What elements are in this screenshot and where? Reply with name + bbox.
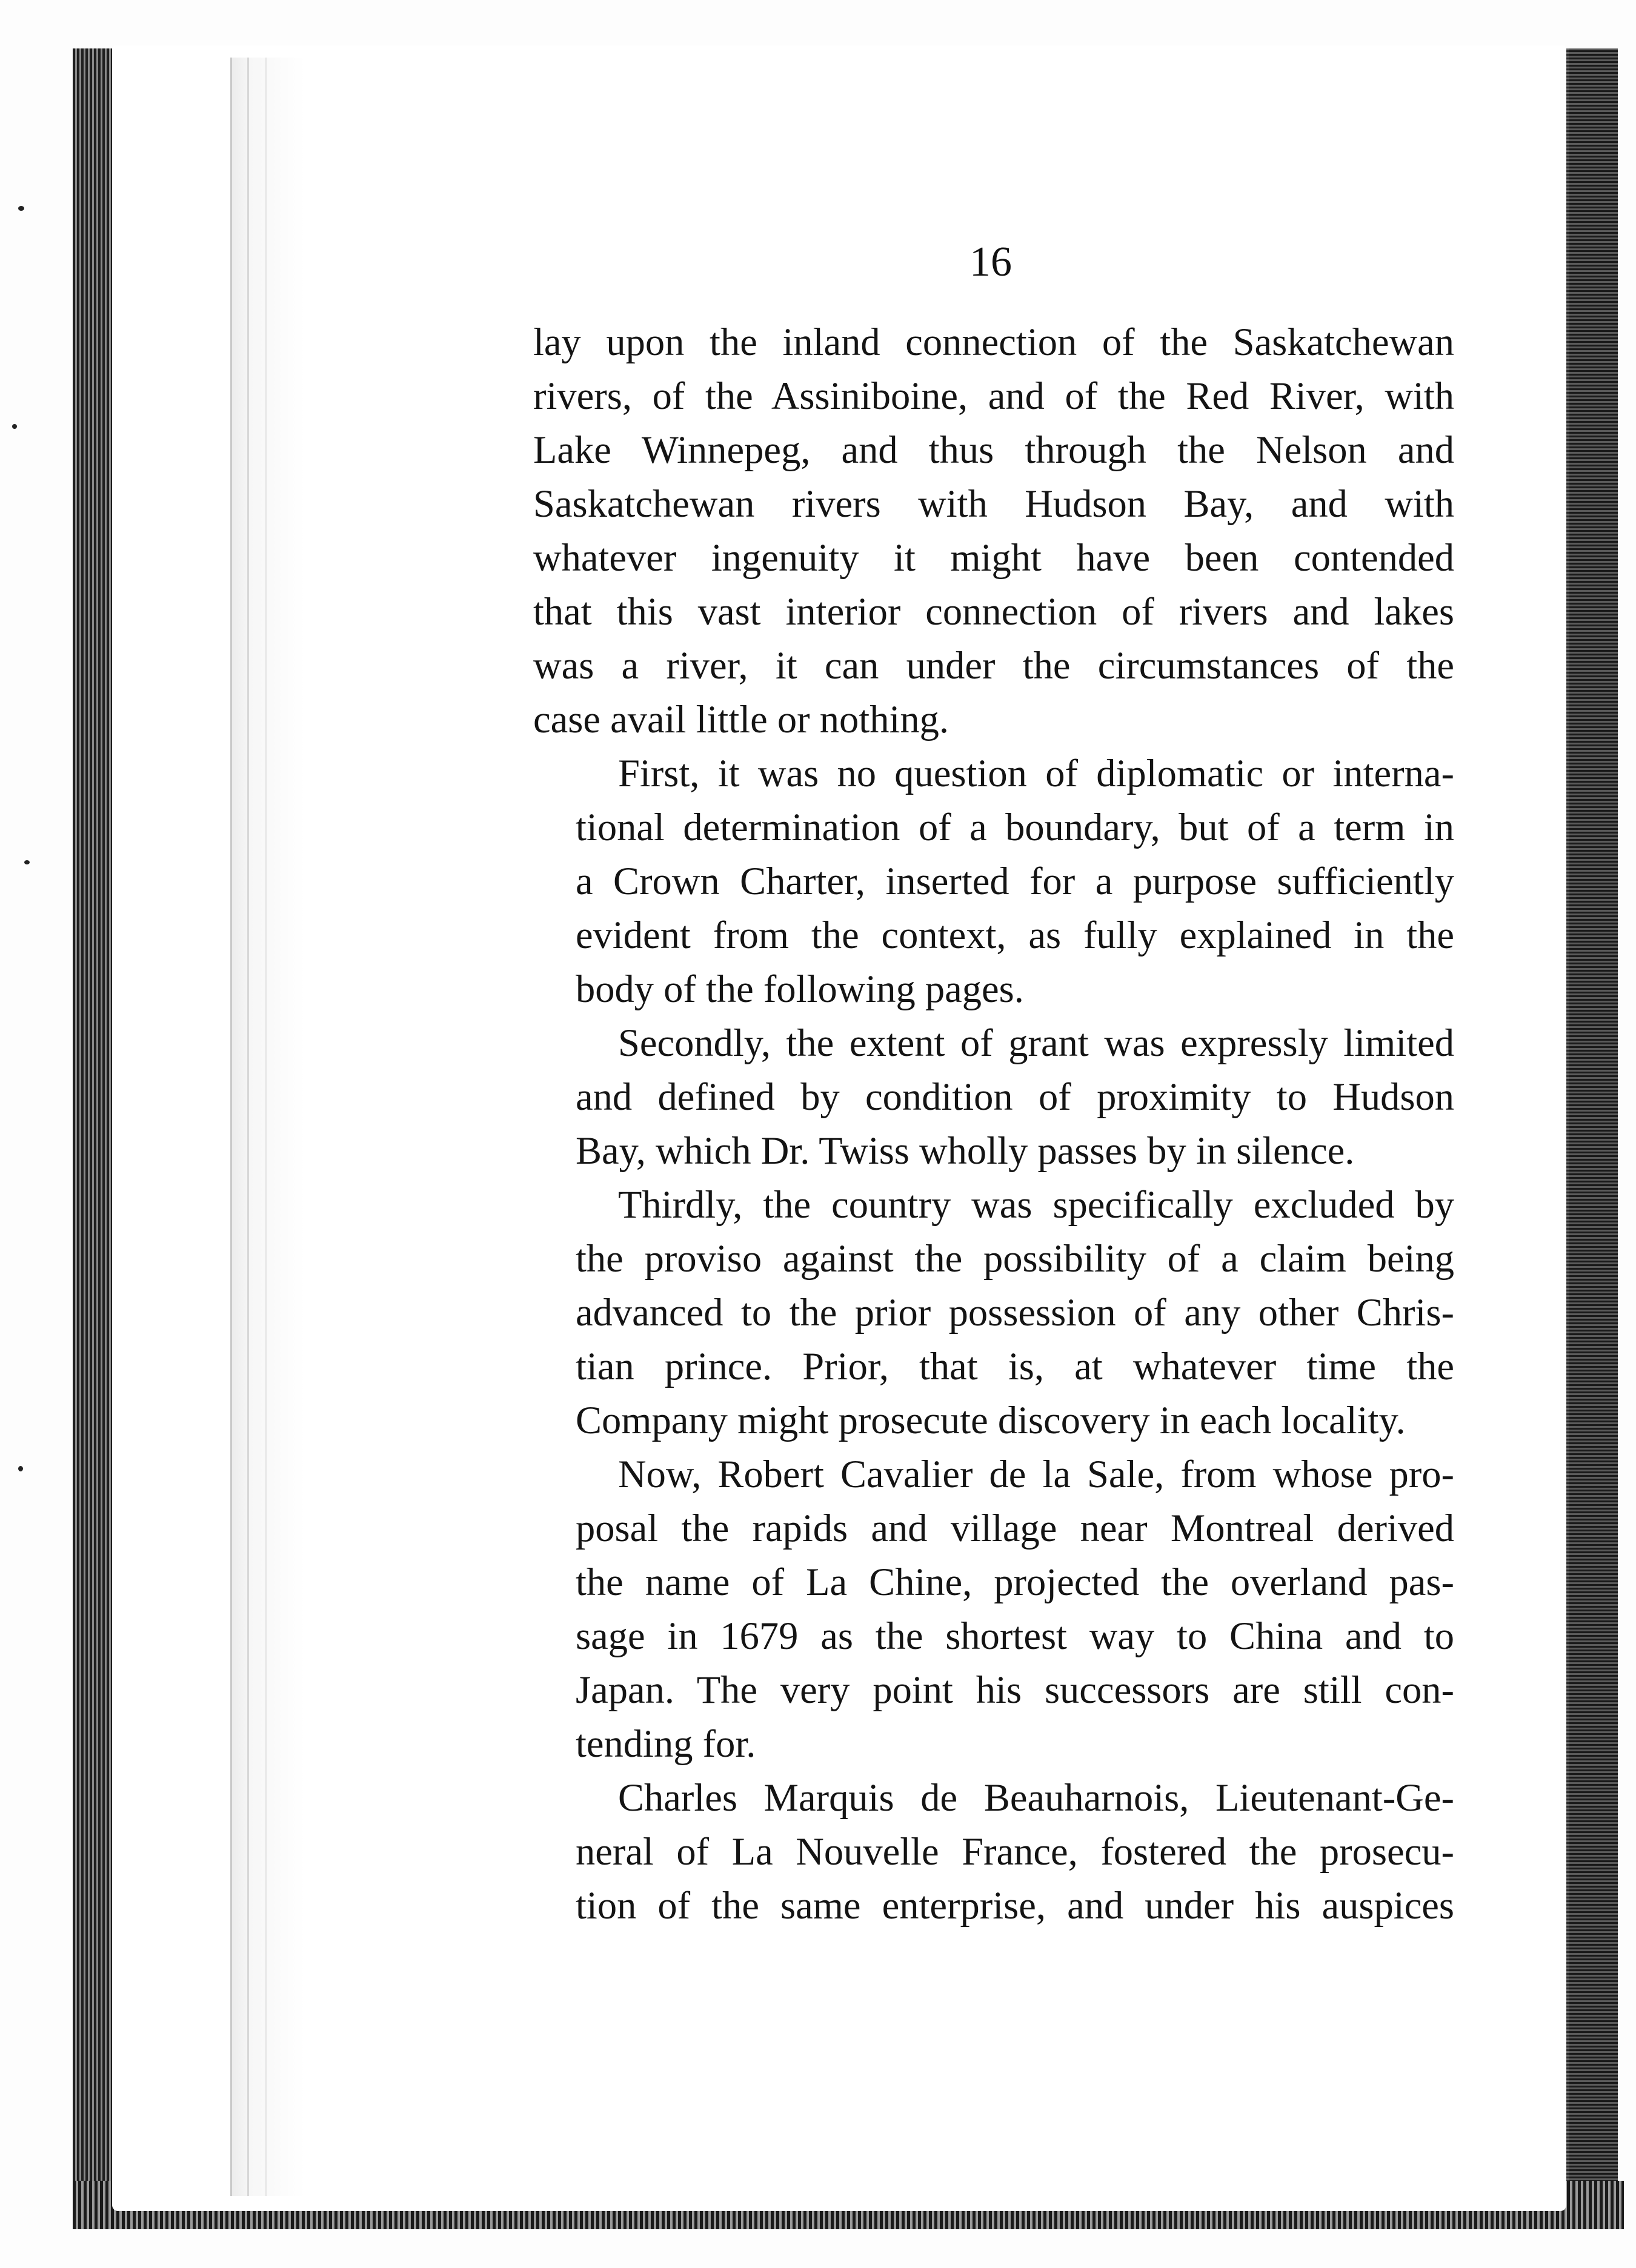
text-line: case avail little or nothing. (533, 698, 949, 741)
page-number: 16 (969, 239, 1012, 285)
text-line: tian prince. Prior, that is, at whatever time the (576, 1345, 1454, 1388)
paragraph (533, 1447, 1454, 1771)
paragraph (533, 1016, 1454, 1178)
paragraph (533, 1178, 1454, 1447)
text-line: evident from the context, as fully explained in the (576, 913, 1454, 957)
body-text (533, 315, 1454, 1932)
page-gutter (230, 58, 317, 2196)
scan-speck (24, 860, 30, 864)
text-line: Japan. The very point his successors are still con- (576, 1668, 1454, 1711)
text-line: tional determination of a boundary, but of a term in (576, 806, 1454, 849)
text-line: was a river, it can under the circumstances of the (533, 644, 1454, 687)
text-line: Bay, which Dr. Twiss wholly passes by in silence. (576, 1129, 1355, 1172)
text-line: and defined by condition of proximity to Hudson (576, 1075, 1454, 1118)
text-line: that this vast interior connection of rivers and lakes (533, 590, 1454, 633)
text-line: tending for. (576, 1722, 756, 1765)
scan-speck (12, 424, 17, 429)
text-line: neral of La Nouvelle France, fostered the prosecu- (576, 1830, 1454, 1873)
text-line: Company might prosecute discovery in each locality. (576, 1399, 1406, 1442)
text-line: the proviso against the possibility of a claim being (576, 1237, 1454, 1280)
text-line: tion of the same enterprise, and under his auspices (576, 1884, 1454, 1927)
text-line: Thirdly, the country was specifically excluded by (618, 1183, 1454, 1226)
scan-speck (18, 1466, 23, 1471)
scan-speck (18, 206, 24, 211)
text-line: rivers, of the Assiniboine, and of the Red River, with (533, 374, 1454, 417)
text-line: lay upon the inland connection of the Saskatchewan (533, 320, 1454, 363)
paragraph (533, 1771, 1454, 1932)
text-line: posal the rapids and village near Montreal derived (576, 1507, 1454, 1550)
text-line: Charles Marquis de Beauharnois, Lieutenant-Ge- (618, 1776, 1454, 1819)
text-line: Secondly, the extent of grant was expressly limited (618, 1021, 1454, 1064)
text-line: Saskatchewan rivers with Hudson Bay, and with (533, 482, 1454, 525)
text-line: the name of La Chine, projected the overland pas- (576, 1560, 1454, 1603)
text-line: body of the following pages. (576, 967, 1024, 1010)
scanner-edge-right (1569, 48, 1618, 2229)
scanner-edge-left (73, 48, 115, 2223)
text-line: Now, Robert Cavalier de la Sale, from whose pro- (618, 1453, 1454, 1496)
text-line: sage in 1679 as the shortest way to China and to (576, 1614, 1454, 1657)
text-line: whatever ingenuity it might have been contended (533, 536, 1454, 579)
text-line: Lake Winnepeg, and thus through the Nelson and (533, 428, 1454, 471)
text-line: advanced to the prior possession of any other Chris- (576, 1291, 1454, 1334)
paragraph (533, 315, 1454, 746)
paragraph (533, 746, 1454, 1016)
text-line: First, it was no question of diplomatic or interna- (618, 752, 1454, 795)
text-line: a Crown Charter, inserted for a purpose sufficiently (576, 860, 1454, 903)
